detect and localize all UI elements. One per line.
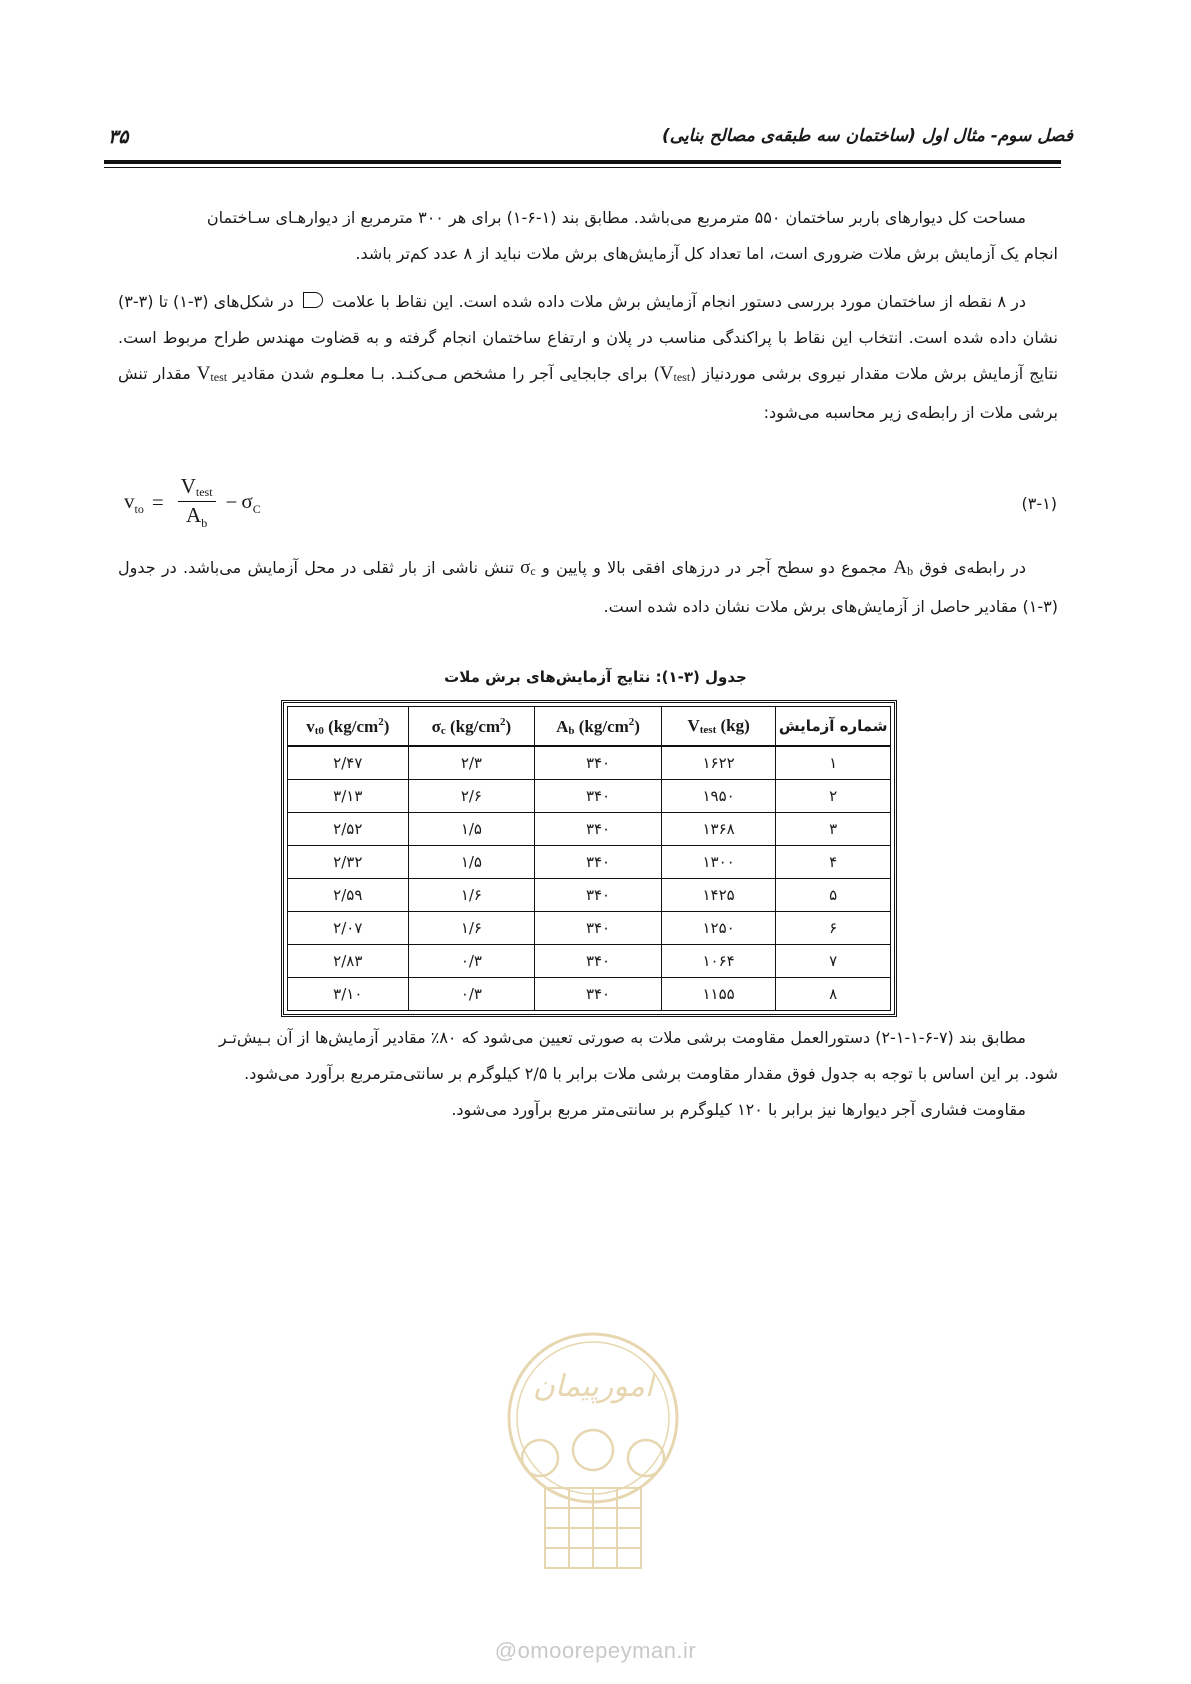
formula-equals: = <box>151 490 164 514</box>
cell-sc: ۱/۵ <box>408 846 535 879</box>
cell-vt0: ۳/۱۰ <box>288 978 409 1011</box>
table-row <box>288 912 891 945</box>
equation-number: (۳-۱) <box>1021 494 1057 513</box>
logo-ring <box>509 1334 677 1502</box>
building-gear-icon <box>573 1430 613 1470</box>
cell-vtest: ۱۳۰۰ <box>661 846 776 879</box>
cell-vt0: ۲/۸۳ <box>288 945 409 978</box>
cell-sc: ۰/۳ <box>408 945 535 978</box>
cell-ab: ۳۴۰ <box>535 846 662 879</box>
results-table-frame <box>281 700 897 1017</box>
cell-ab: ۳۴۰ <box>535 813 662 846</box>
cell-vt0: ۳/۱۳ <box>288 780 409 813</box>
paragraph-2-part-1: در ۸ نقطه از ساختمان مورد بررسی دستور انجام آزمایش برش ملات داده شده است. این نقاط با علامت <box>332 292 1027 311</box>
results-table <box>287 706 891 1011</box>
paragraph-2-part-2: در شکل‌های (۳-۱) تا (۳-۳) نشان داده شده است. انتخاب این نقاط با پراکندگی مناسب در پلان و ارتفاع ساختمان انجام گرفته و به قضاوت مهندس طراح مربوط است. نتایج آزمایش برش ملات مقدار نیروی برشی موردنیاز <box>118 292 1059 383</box>
cell-vtest: ۱۲۵۰ <box>661 912 776 945</box>
cell-vtest: ۱۰۶۴ <box>661 945 776 978</box>
cell-num: ۸ <box>776 978 891 1011</box>
paragraph-4 <box>118 1020 1058 1128</box>
paragraph-1-line-2: انجام یک آزمایش برش ملات ضروری است، اما تعداد کل آزمایش‌های برش ملات نباید از ۸ عدد کم‌تر باشد. <box>355 244 1058 263</box>
cell-num: ۳ <box>776 813 891 846</box>
sigma-c-inline: σc <box>520 557 536 578</box>
gear-icon <box>522 1440 558 1476</box>
gear-icon-right <box>628 1440 664 1476</box>
cell-vtest: ۱۶۲۲ <box>661 746 776 780</box>
watermark-caption: @omoorepeyman.ir <box>494 1638 697 1663</box>
paragraph-1-line-1: مساحت کل دیوارهای باربر ساختمان ۵۵۰ مترمربع می‌باشد. مطابق بند (۱-۶-۱) برای هر ۳۰۰ مترمربع از دیوارهـای سـاختمان <box>206 208 1026 227</box>
table-row <box>288 945 891 978</box>
cell-vt0: ۲/۴۷ <box>288 746 409 780</box>
cell-ab: ۳۴۰ <box>535 780 662 813</box>
table-caption: جدول (۳-۱): نتایج آزمایش‌های برش ملات <box>444 668 747 686</box>
cell-sc: ۱/۶ <box>408 879 535 912</box>
cell-vtest: ۱۹۵۰ <box>661 780 776 813</box>
table-row <box>288 879 891 912</box>
paragraph-4-line-1: مطابق بند (۷-۶-۱-۱-۲) دستورالعمل مقاومت برشی ملات به صورتی تعیین می‌شود که ۸۰٪ مقادیر آزمایش‌ها از آن بـیش‌تـر <box>218 1028 1026 1047</box>
paragraph-2: در ۸ نقطه از ساختمان مورد بررسی دستور انجام آزمایش برش ملات داده شده است. این نقاط با علامت در شکل‌های (۳-۱) تا (۳-۳) نشان داده شده است. انتخاب این نقاط با پراکندگی مناسب در پلان و ارتفاع ساختمان انجام گرفته و به قضاوت مهندس طراح مربوط است. نتایج آزمایش برش ملات مقدار نیروی برشی موردنیاز (Vtest) برای جابجایی آجر را مشخص مـی‌کنـد. بـا معلـوم شدن مقادیر Vtest مقدار تنش برشی ملات از رابطه‌ی زیر محاسبه می‌شود: <box>118 292 1059 422</box>
paragraph-2-part-4: مقدار تنش برشی ملات از رابطه‌ی زیر محاسبه می‌شود: <box>118 364 1058 422</box>
cell-sc: ۱/۵ <box>408 813 535 846</box>
cell-ab: ۳۴۰ <box>535 945 662 978</box>
shear-stress-formula <box>124 474 261 531</box>
cell-sc: ۰/۳ <box>408 978 535 1011</box>
header-test-number: شماره آزمایش <box>776 707 891 747</box>
cell-ab: ۳۴۰ <box>535 912 662 945</box>
test-point-marker-icon <box>303 292 323 308</box>
cell-vt0: ۲/۰۷ <box>288 912 409 945</box>
chapter-title: فصل سوم- مثال اول (ساختمان سه طبقه‌ی مصالح بنایی) <box>661 126 1073 146</box>
cell-num: ۷ <box>776 945 891 978</box>
cell-sc: ۲/۶ <box>408 780 535 813</box>
paragraph-4-line-3: مقاومت فشاری آجر دیوارها نیز برابر با ۱۲۰ کیلوگرم بر سانتی‌متر مربع برآورد می‌شود. <box>451 1100 1026 1119</box>
cell-sc: ۲/۳ <box>408 746 535 780</box>
cell-num: ۲ <box>776 780 891 813</box>
header-vtest: Vtest (kg) <box>661 707 776 747</box>
table-header-row <box>288 707 891 747</box>
cell-vt0: ۲/۵۹ <box>288 879 409 912</box>
table-row <box>288 846 891 879</box>
table-row <box>288 780 891 813</box>
header-sigma-c: σc $(kg/cm^2)$ <box>408 707 535 747</box>
table-row <box>288 978 891 1011</box>
paragraph-1 <box>118 200 1058 272</box>
ab-inline: Ab <box>893 557 914 578</box>
cell-num: ۶ <box>776 912 891 945</box>
cell-num: ۵ <box>776 879 891 912</box>
watermark-logo <box>490 1318 696 1590</box>
cell-num: ۴ <box>776 846 891 879</box>
paragraph-3 <box>118 550 1058 625</box>
cell-sc: ۱/۶ <box>408 912 535 945</box>
formula-denominator: $A_b$ <box>186 503 208 530</box>
formula-minus: − <box>225 490 238 514</box>
header-vt0: vt0 $(kg/cm^2)$ <box>288 707 409 747</box>
cell-vtest: ۱۳۶۸ <box>661 813 776 846</box>
cell-ab: ۳۴۰ <box>535 746 662 780</box>
header-ab: Ab $(kg/cm^2)$ <box>535 707 662 747</box>
header-rule-thin <box>104 167 1061 168</box>
formula-sigma: $\sigma_C$ <box>241 488 261 516</box>
formula-lhs: $v_{to}$ <box>124 488 144 516</box>
logo-lettering: امورپیمان <box>532 1369 654 1404</box>
page-number: ۳۵ <box>108 126 129 148</box>
cell-ab: ۳۴۰ <box>535 879 662 912</box>
formula-numerator: Vtest <box>178 474 216 502</box>
vtest-inline: Vtest <box>659 363 691 384</box>
vtest-inline-2: Vtest <box>196 363 228 384</box>
cell-vtest: ۱۱۵۵ <box>661 978 776 1011</box>
cell-vtest: ۱۴۲۵ <box>661 879 776 912</box>
cell-vt0: ۲/۵۲ <box>288 813 409 846</box>
header-rule-thick <box>104 160 1061 164</box>
paragraph-3-part-2: مجموع دو سطح آجر در درزهای افقی بالا و پایین و <box>542 558 888 577</box>
paragraph-3-part-1: در رابطه‌ی فوق <box>919 558 1026 577</box>
table-body <box>288 746 891 1011</box>
cell-vt0: ۲/۳۲ <box>288 846 409 879</box>
cell-ab: ۳۴۰ <box>535 978 662 1011</box>
table-row <box>288 746 891 780</box>
formula-fraction <box>178 474 216 531</box>
paragraph-2-part-3: برای جابجایی آجر را مشخص مـی‌کنـد. بـا معلـوم شدن مقادیر <box>232 364 648 383</box>
cell-num: ۱ <box>776 746 891 780</box>
table-row <box>288 813 891 846</box>
paragraph-4-line-2: شود. بر این اساس با توجه به جدول فوق مقدار مقاومت برشی ملات برابر با ۲/۵ کیلوگرم بر سانتی‌مترمربع برآورد می‌شود. <box>244 1064 1058 1083</box>
paragraph-3-part-3: تنش ناشی از بار ثقلی در محل آزمایش می‌باشد. در جدول (۳-۱) مقادیر حاصل از آزمایش‌های برش ملات نشان داده شده است. <box>118 558 1058 616</box>
